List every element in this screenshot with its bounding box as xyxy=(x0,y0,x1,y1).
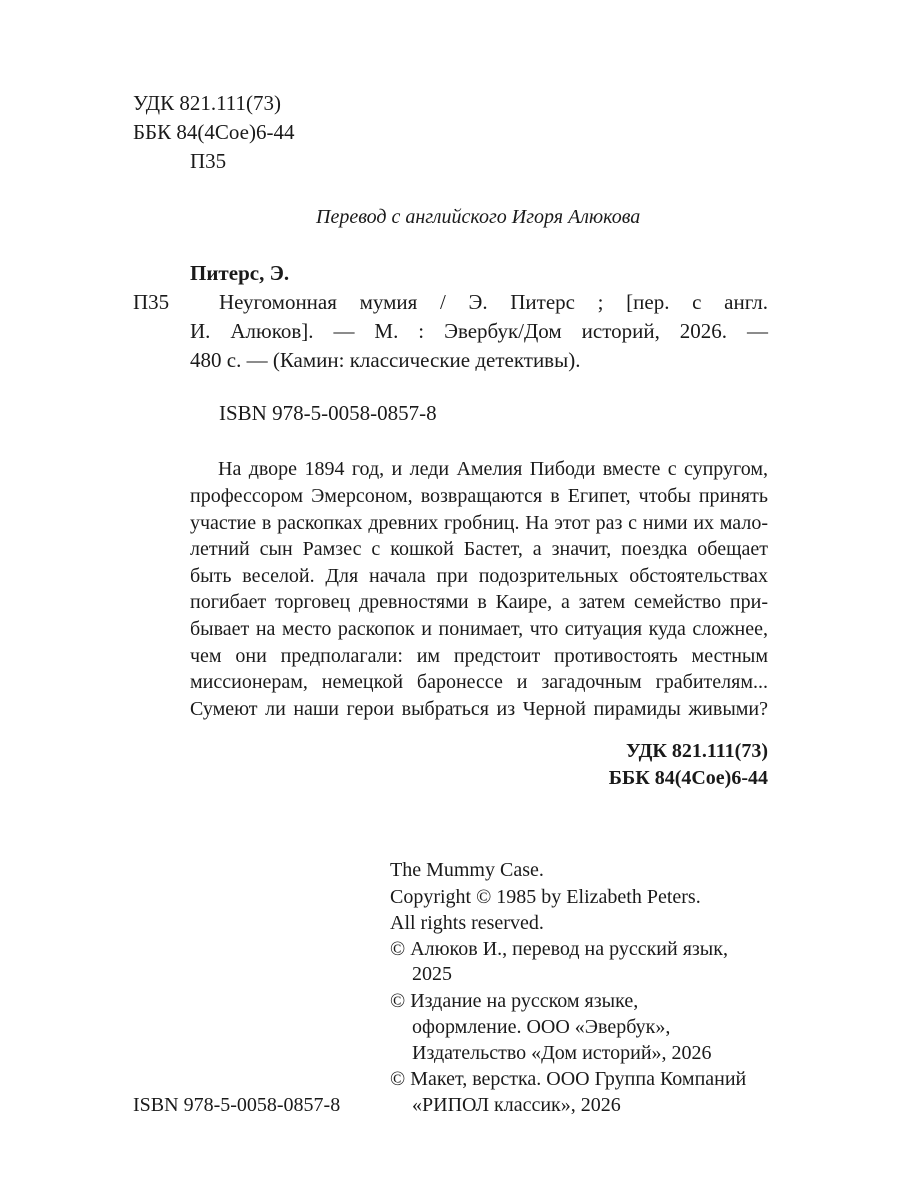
abstract-line: быть веселой. Для начала при подозрительных обстоятельствах xyxy=(190,565,768,587)
copyright-line: Copyright © 1985 by Elizabeth Peters. xyxy=(390,886,701,908)
abstract-line: миссионерам, немецкой баронессе и загадочным грабителям... xyxy=(190,671,768,693)
abstract-line: На дворе 1894 год, и леди Амелия Пибоди вместе с супругом, xyxy=(218,458,768,480)
translation-note: Перевод с английского Игоря Алюкова xyxy=(316,206,641,228)
abstract-line: чем они предполагали: им предстоит противостоять местным xyxy=(190,645,768,667)
record-mark: П35 xyxy=(133,290,170,314)
isbn-bottom: ISBN 978-5-0058-0857-8 xyxy=(133,1094,341,1116)
abstract-line: летний сын Рамзес с кошкой Бастет, а значит, поездка обещает xyxy=(190,538,768,560)
copyright-line: © Издание на русском языке, xyxy=(390,990,639,1012)
copyright-line: Издательство «Дом историй», 2026 xyxy=(412,1042,712,1064)
bbk-code: ББК 84(4Сое)6-44 xyxy=(133,120,295,144)
copyright-line: All rights reserved. xyxy=(390,912,544,934)
description-line-1: Неугомонная мумия / Э. Питерс ; [пер. с англ. xyxy=(219,290,768,314)
copyright-line: оформление. ООО «Эвербук», xyxy=(412,1016,671,1038)
abstract-line: погибает торговец древностями в Каире, а затем семейство при- xyxy=(190,591,768,613)
abstract-line: бывает на место раскопок и понимает, что ситуация куда сложнее, xyxy=(190,618,768,640)
description-line-2: И. Алюков]. — М. : Эвербук/Дом историй, 2026. — xyxy=(190,319,768,343)
udk-code-right: УДК 821.111(73) xyxy=(625,740,768,762)
copyright-line: © Алюков И., перевод на русский язык, xyxy=(390,938,728,960)
copyright-line: 2025 xyxy=(412,963,452,985)
author-heading: Питерс, Э. xyxy=(190,261,290,285)
copyright-line: © Макет, верстка. ООО Группа Компаний xyxy=(390,1068,747,1090)
bbk-code-right: ББК 84(4Сое)6-44 xyxy=(608,767,768,789)
isbn-record: ISBN 978-5-0058-0857-8 xyxy=(219,401,437,425)
abstract-line: участие в раскопках древних гробниц. На этот раз с ними их мало- xyxy=(190,512,768,534)
copyright-line: The Mummy Case. xyxy=(390,859,544,881)
abstract-line: профессором Эмерсоном, возвращаются в Египет, чтобы принять xyxy=(190,485,768,507)
abstract-line: Сумеют ли наши герои выбраться из Черной пирамиды живыми? xyxy=(190,698,768,720)
udk-code: УДК 821.111(73) xyxy=(133,91,282,115)
author-mark: П35 xyxy=(190,149,227,173)
description-line-3: 480 с. — (Камин: классические детективы). xyxy=(190,348,581,372)
copyright-line: «РИПОЛ классик», 2026 xyxy=(412,1094,621,1116)
